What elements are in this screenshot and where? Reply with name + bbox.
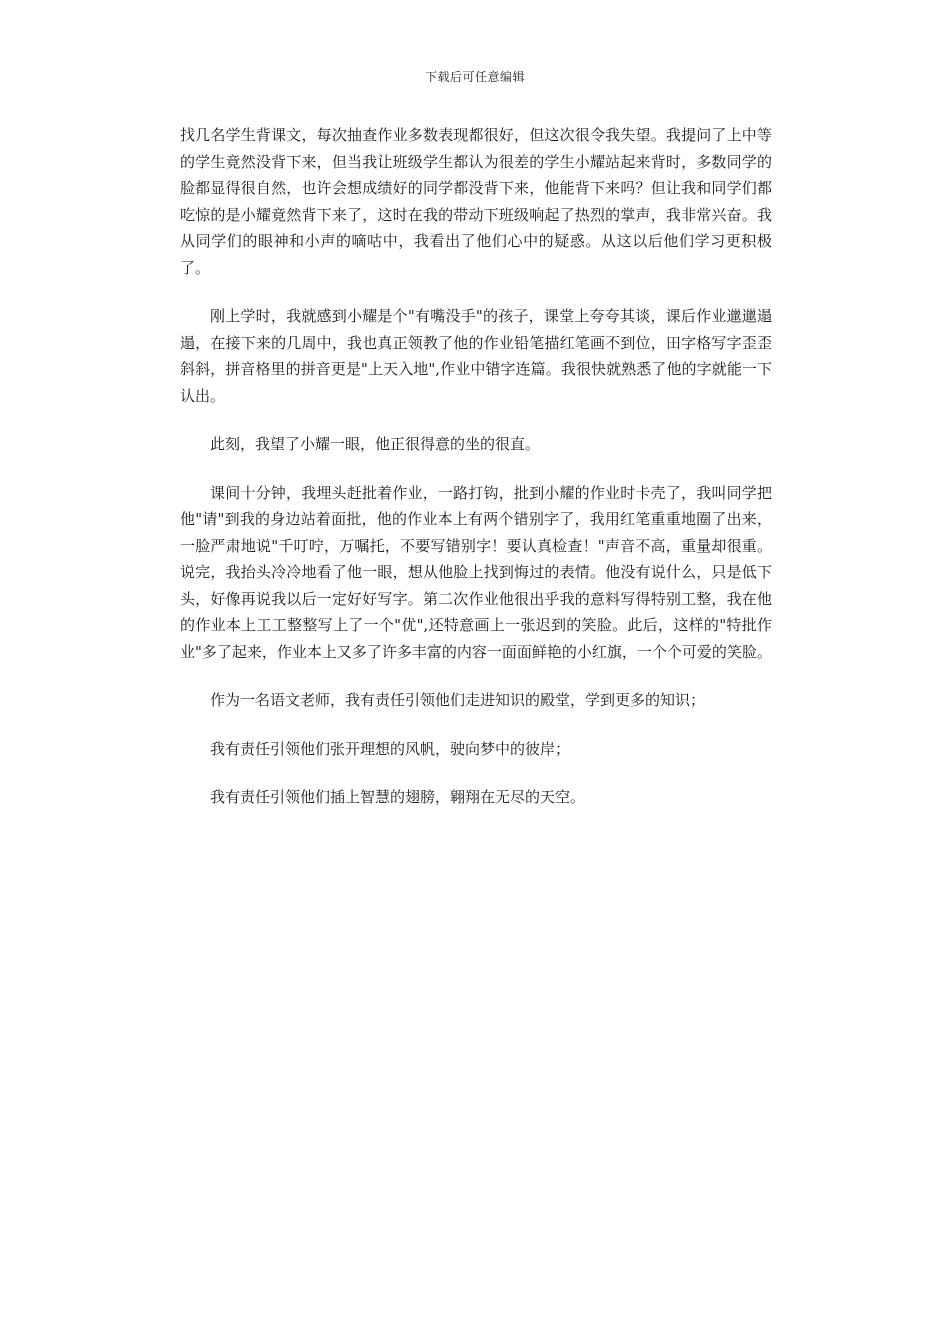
paragraph-1: 找几名学生背课文，每次抽查作业多数表现都很好，但这次很令我失望。我提问了上中等的学生竟然没背下来，但当我让班级学生都认为很差的学生小耀站起来背时，多数同学的脸都显得很自然，也许会想成绩好的同学都没背下来，他能背下来吗？但让我和同学们都吃惊的是小耀竟然背下来了，这时在我的带动下班级响起了热烈的掌声，我非常兴奋。我从同学们的眼神和小声的嘀咕中，我看出了他们心中的疑惑。从这以后他们学习更积极了。 [180,126,772,277]
paragraph-2: 刚上学时，我就感到小耀是个"有嘴没手"的孩子，课堂上夸夸其谈，课后作业邋邋遢遢，在接下来的几周中，我也真正领教了他的作业铅笔描红笔画不到位，田字格写字歪歪斜斜，拼音格里的拼音更是"上天入地",作业中错字连篇。我很快就熟悉了他的字就能一下认出。 [180,307,772,405]
paragraph-7: 我有责任引领他们插上智慧的翅膀，翱翔在无尽的天空。 [210,788,586,806]
paragraph-3: 此刻，我望了小耀一眼，他正很得意的坐的很直。 [210,435,541,453]
paragraph-5: 作为一名语文老师，我有责任引领他们走进知识的殿堂，学到更多的知识； [210,691,706,709]
document-body [180,122,772,833]
paragraph-4: 课间十分钟，我埋头赶批着作业，一路打钩，批到小耀的作业时卡壳了，我叫同学把他"请"到我的身边站着面批，他的作业本上有两个错别字了，我用红笔重重地圈了出来，一脸严肃地说"千叮咛，万嘱托，不要写错别字！要认真检查！"声音不高，重量却很重。说完，我抬头冷冷地看了他一眼，想从他脸上找到悔过的表情。他没有说什么，只是低下头，好像再说我以后一定好好写字。第二次作业他很出乎我的意料写得特别工整，我在他的作业本上工工整整写上了一个"优",还特意画上一张迟到的笑脸。此后，这样的"特批作业"多了起来，作业本上又多了许多丰富的内容一面面鲜艳的小红旗，一个个可爱的笑脸。 [180,483,772,661]
paragraph-6: 我有责任引领他们张开理想的风帆，驶向梦中的彼岸； [210,739,571,758]
page-header: 下载后可任意编辑 [424,70,525,84]
